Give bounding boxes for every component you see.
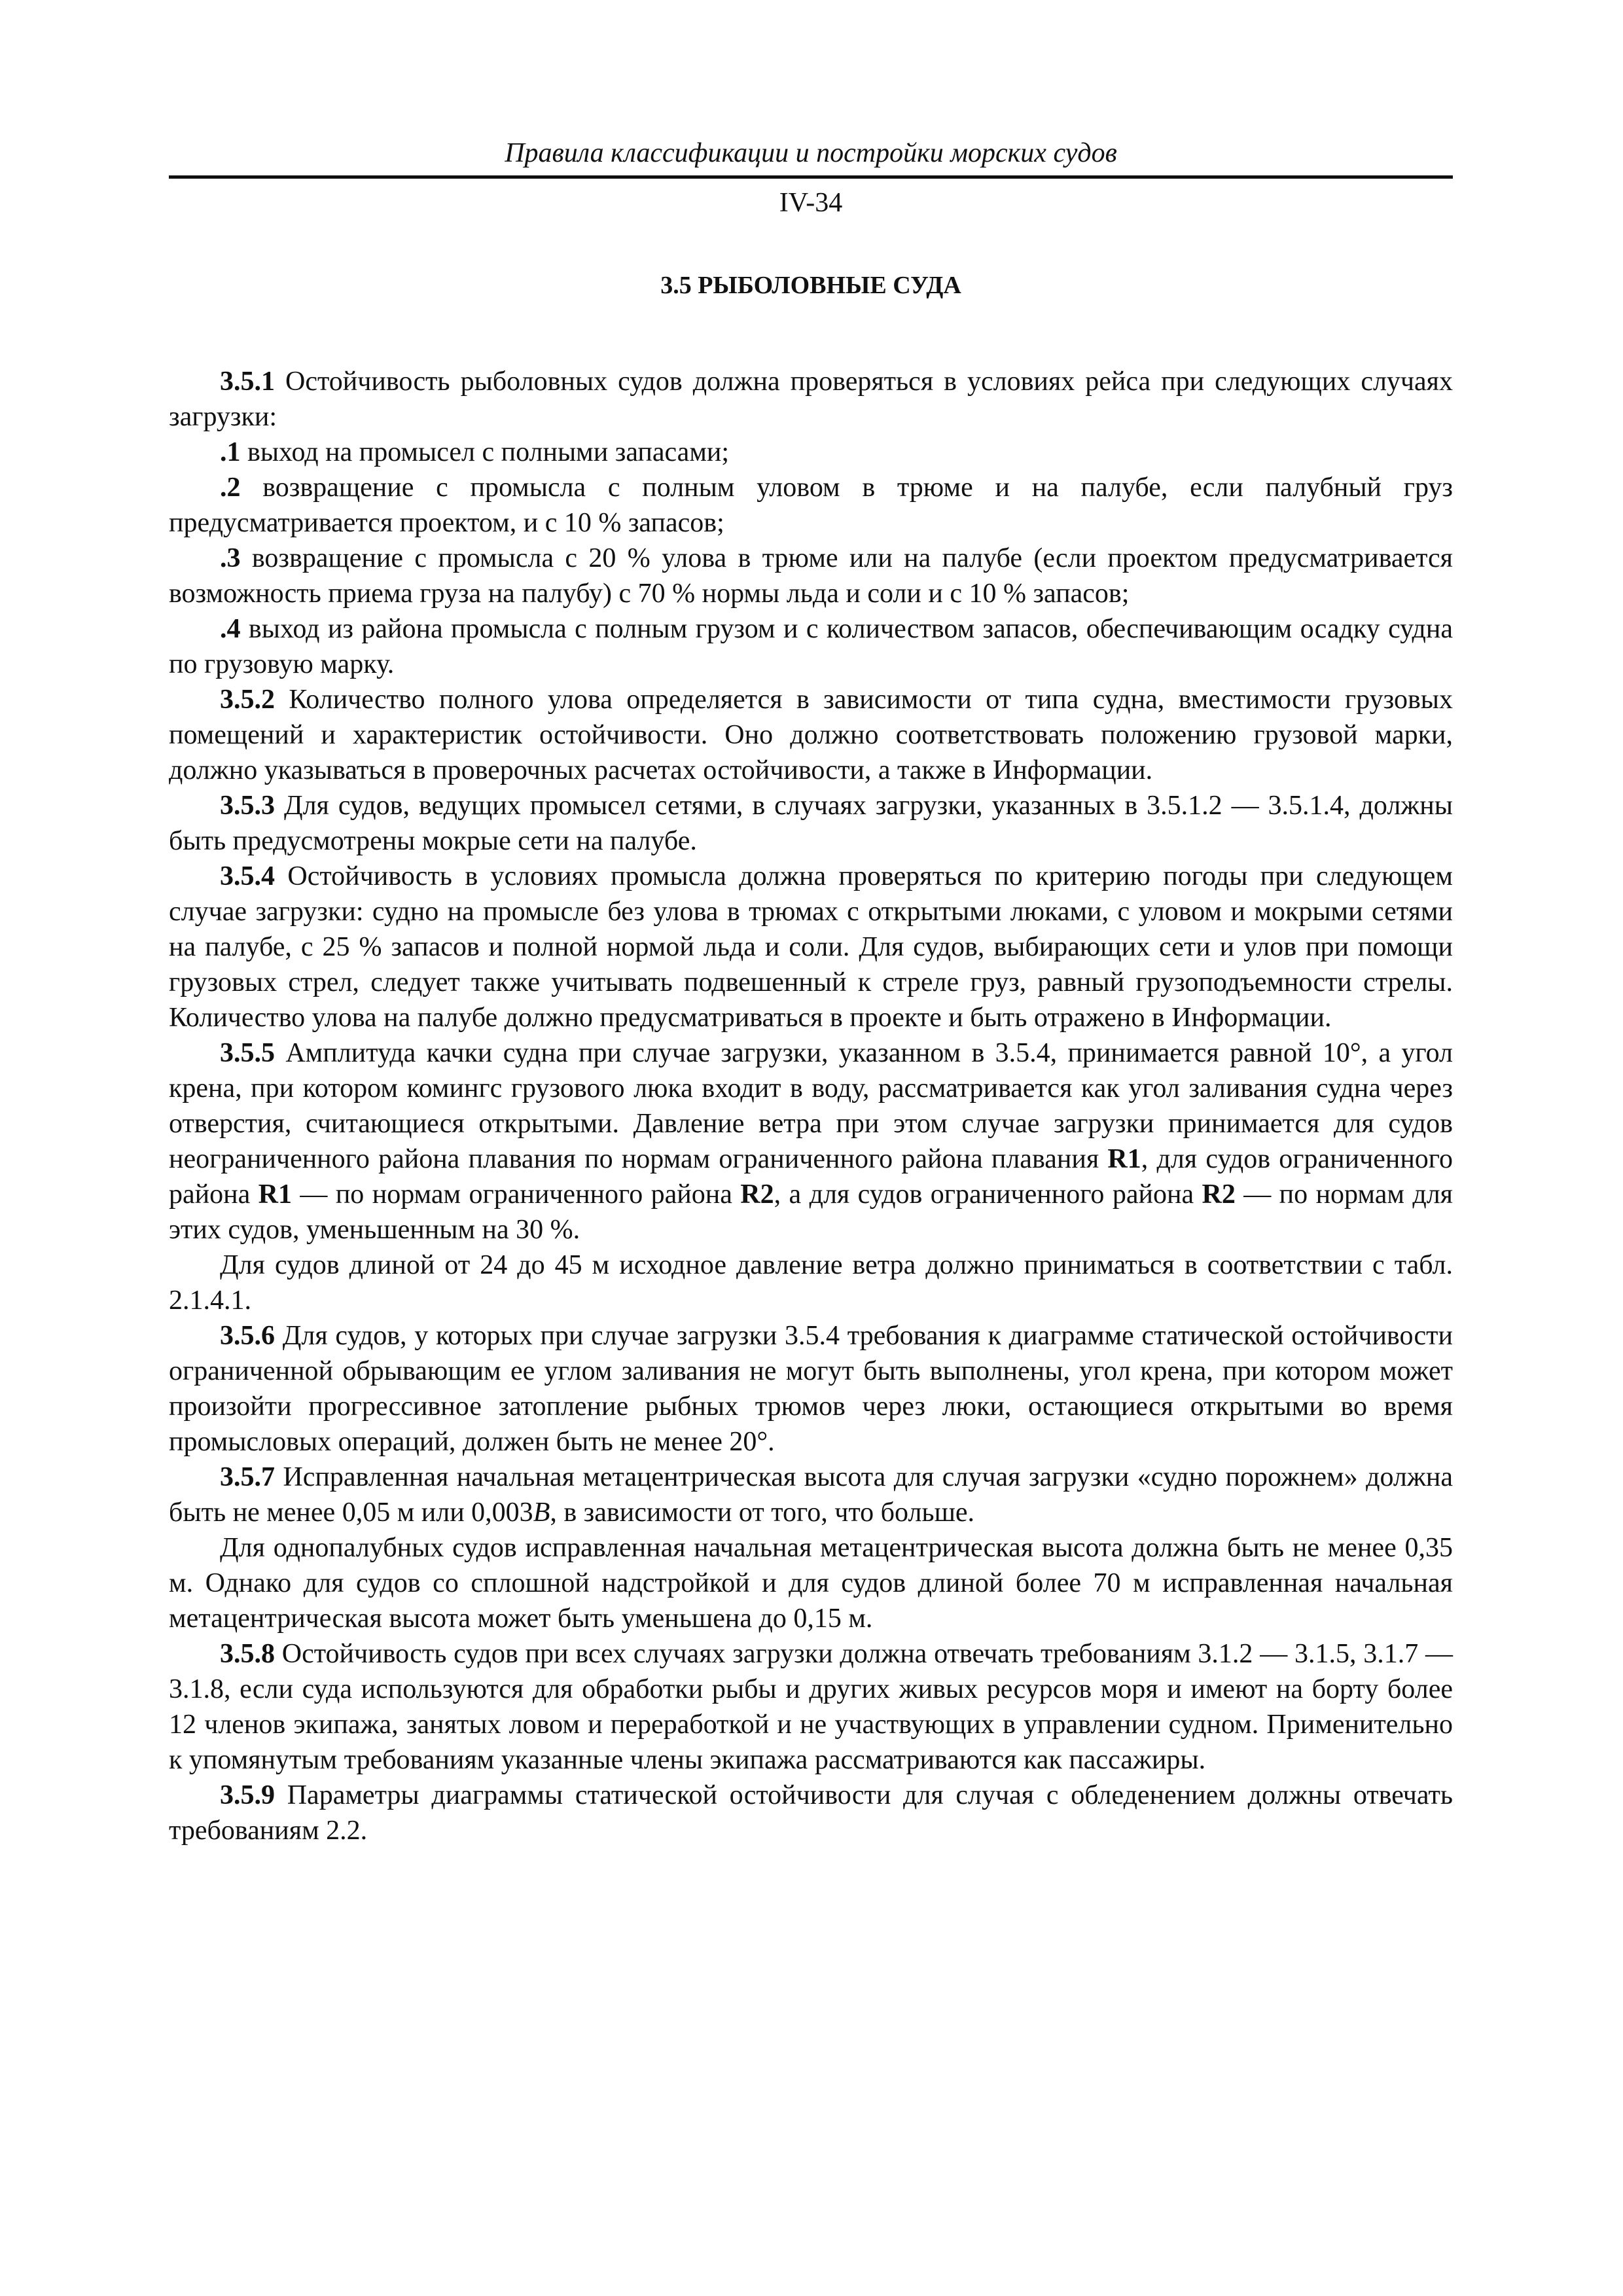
paragraph-3-5-1-3 xyxy=(169,541,1453,611)
paragraph-text: Остойчивость рыболовных судов должна проверяться в условиях рейса при следующих случаях загрузки: xyxy=(169,367,1453,432)
paragraph-3-5-1-1 xyxy=(169,435,1453,470)
clause-number: 3.5.4 xyxy=(220,861,275,891)
page-number: IV-34 xyxy=(779,188,843,218)
paragraph-3-5-2 xyxy=(169,682,1453,788)
region-code: R2 xyxy=(740,1179,774,1210)
clause-number: 3.5.5 xyxy=(220,1038,275,1068)
paragraph-3-5-7 xyxy=(169,1460,1453,1530)
clause-number: 3.5.3 xyxy=(220,791,275,821)
section-title: 3.5 РЫБОЛОВНЫЕ СУДА xyxy=(660,272,961,299)
paragraph-3-5-1-2 xyxy=(169,470,1453,541)
paragraph-3-5-4 xyxy=(169,859,1453,1035)
paragraph-text: выход из района промысла с полным грузом и с количеством запасов, обеспечивающим осадку судна по грузовую марку. xyxy=(169,614,1453,679)
running-header-title: Правила классификации и постройки морских судов xyxy=(505,138,1117,168)
section-body xyxy=(169,364,1453,1848)
paragraph-text: Остойчивость судов при всех случаях загрузки должна отвечать требованиям 3.1.2 — 3.1.5, 3.1.7 — 3.1.8, если суда используются для обработки рыбы и других живых ресурсов моря и имеют на борту более 12 членов экипажа, занятых ловом и переработкой и не участвующих в управлении судном. Применительно к упомянутым требованиям указанные члены экипажа рассматриваются как пассажиры. xyxy=(169,1639,1453,1775)
paragraph-text: выход на промысел с полными запасами; xyxy=(240,437,730,467)
paragraph-text: Параметры диаграммы статической остойчивости для случая с обледенением должны отвечать требованиям 2.2. xyxy=(169,1780,1453,1846)
item-number: .4 xyxy=(220,614,241,644)
paragraph-3-5-7-extra: Для однопалубных судов исправленная начальная метацентрическая высота должна быть не менее 0,35 м. Однако для судов со сплошной надстройкой и для судов длиной более 70 м исправленная начальная метацентрическая высота может быть уменьшена до 0,15 м. xyxy=(169,1533,1453,1634)
header-rule xyxy=(169,175,1453,179)
clause-number: 3.5.2 xyxy=(220,685,275,715)
clause-number: 3.5.1 xyxy=(220,367,275,397)
breadth-symbol: B xyxy=(533,1498,550,1528)
paragraph-text: возвращение с промысла с 20 % улова в трюме или на палубе (если проектом предусматривается возможность приема груза на палубу) с 70 % нормы льда и соли и с 10 % запасов; xyxy=(169,543,1453,609)
paragraph-text: Остойчивость в условиях промысла должна проверяться по критерию погоды при следующем случае загрузки: судно на промысле без улова в трюмах с открытыми люками, с уловом и мокрыми сетями на палубе, с 25 % запасов и полной нормой льда и соли. Для судов, выбирающих сети и улов при помощи грузовых стрел, следует также учитывать подвешенный к стреле груз, равный грузоподъемности стрелы. Количество улова на палубе должно предусматриваться в проекте и быть отражено в Информации. xyxy=(169,861,1453,1033)
clause-number: 3.5.6 xyxy=(220,1321,275,1351)
paragraph-text: Исправленная начальная метацентрическая высота для случая загрузки «судно порожнем» должна быть не менее 0,05 м или 0,003 xyxy=(169,1462,1453,1528)
item-number: .2 xyxy=(220,473,241,503)
paragraph-3-5-9 xyxy=(169,1778,1453,1848)
paragraph-3-5-3 xyxy=(169,788,1453,859)
item-number: .1 xyxy=(220,437,241,467)
paragraph-text: , для судов ограниченного района xyxy=(169,1144,1453,1210)
paragraph-text: возвращение с промысла с полным уловом в трюме и на палубе, если палубный груз предусматривается проектом, и с 10 % запасов; xyxy=(169,473,1453,538)
clause-number: 3.5.8 xyxy=(220,1639,275,1669)
paragraph-3-5-5 xyxy=(169,1035,1453,1247)
clause-number: 3.5.9 xyxy=(220,1780,275,1810)
paragraph-3-5-8 xyxy=(169,1636,1453,1778)
paragraph-3-5-1 xyxy=(169,364,1453,435)
paragraph-text: — по нормам ограниченного района xyxy=(292,1179,741,1210)
paragraph-text: Для судов, у которых при случае загрузки 3.5.4 требования к диаграмме статической остойчивости ограниченной обрывающим ее углом заливания не могут быть выполнены, угол крена, при котором может произойти прогрессивное затопление рыбных трюмов через люки, остающиеся открытыми во время промысловых операций, должен быть не менее 20°. xyxy=(169,1321,1453,1457)
paragraph-3-5-6 xyxy=(169,1318,1453,1460)
paragraph-text: Для судов, ведущих промысел сетями, в случаях загрузки, указанных в 3.5.1.2 — 3.5.1.4, должны быть предусмотрены мокрые сети на палубе. xyxy=(169,791,1453,856)
paragraph-text: — по нормам для этих судов, уменьшенным на 30 %. xyxy=(169,1179,1453,1245)
region-code: R1 xyxy=(1107,1144,1141,1174)
paragraph-3-5-1-4 xyxy=(169,611,1453,682)
paragraph-3-5-5-extra: Для судов длиной от 24 до 45 м исходное давление ветра должно приниматься в соответствии с табл. 2.1.4.1. xyxy=(169,1250,1453,1316)
paragraph-text: , в зависимости от того, что больше. xyxy=(550,1498,975,1528)
paragraph-text: , а для судов ограниченного района xyxy=(774,1179,1202,1210)
region-code: R2 xyxy=(1202,1179,1236,1210)
paragraph-text: Количество полного улова определяется в зависимости от типа судна, вместимости грузовых помещений и характеристик остойчивости. Оно должно соответствовать положению грузовой марки, должно указываться в проверочных расчетах остойчивости, а также в Информации. xyxy=(169,685,1453,785)
item-number: .3 xyxy=(220,543,241,573)
paragraph-text: Амплитуда качки судна при случае загрузки, указанном в 3.5.4, принимается равной 10°, а угол крена, при котором комингс грузового люка входит в воду, рассматривается как угол заливания судна через отверстия, считающиеся открытыми. Давление ветра при этом случае загрузки принимается для судов неограниченного района плавания по нормам ограниченного района плавания xyxy=(169,1038,1453,1174)
clause-number: 3.5.7 xyxy=(220,1462,275,1492)
region-code: R1 xyxy=(258,1179,292,1210)
